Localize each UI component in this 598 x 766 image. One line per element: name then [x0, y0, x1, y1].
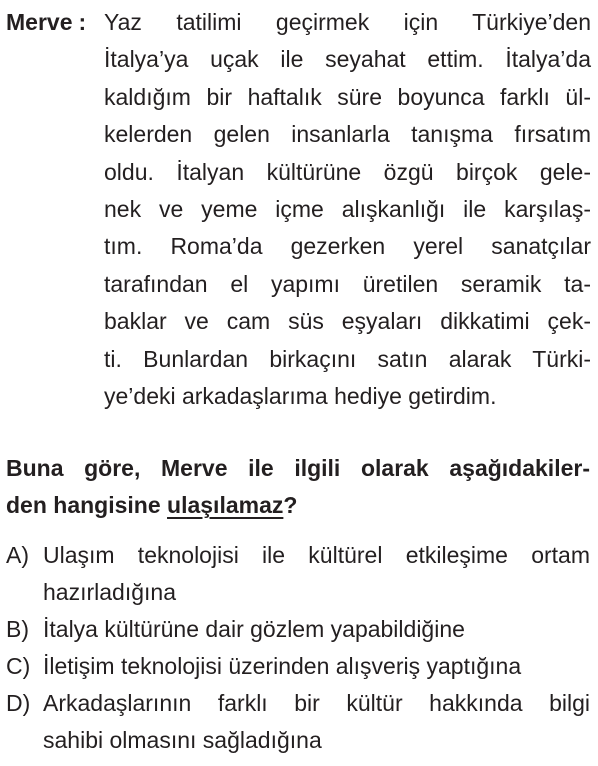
question-line: [6, 487, 590, 524]
option-letter: A): [6, 542, 29, 568]
passage-line: nek ve yeme içme alışkanlığı ile karşılaş-: [104, 195, 591, 222]
option-letter: B): [6, 616, 29, 642]
passage-text: [104, 4, 591, 415]
passage-line: tım. Roma’da gezerken yerel sanatçılar: [104, 233, 591, 260]
passage-line: tarafından el yapımı üretilen seramik ta-: [104, 270, 591, 297]
passage-line: İtalya’ya uçak ile seyahat ettim. İtalya’da: [104, 46, 591, 73]
option-text: İletişim teknolojisi üzerinden alışveriş yaptığına: [43, 653, 522, 679]
passage-line: ye’deki arkadaşlarıma hediye getirdim.: [104, 382, 497, 409]
question-keyword: ulaşılamaz: [167, 492, 284, 518]
question-stem: [6, 450, 590, 524]
option-a[interactable]: [6, 537, 590, 611]
option-b[interactable]: [6, 611, 590, 648]
passage-line: baklar ve cam süs eşyaları dikkatimi çek-: [104, 308, 591, 335]
answer-options: [6, 537, 590, 759]
question-mark: ?: [283, 492, 298, 518]
option-text: İtalya kültürüne dair gözlem yapabildiğine: [43, 616, 465, 642]
passage-line: kelerden gelen insanlarla tanışma fırsatım: [104, 121, 591, 148]
option-text: Arkadaşlarının farklı bir kültür hakkında bilgi: [43, 690, 590, 716]
speaker-label: [6, 4, 86, 41]
question-line: Buna göre, Merve ile ilgili olarak aşağıdakiler-: [6, 455, 590, 481]
option-letter: C): [6, 653, 31, 679]
option-text: sahibi olmasını sağladığına: [43, 727, 322, 753]
option-d[interactable]: [6, 685, 590, 759]
option-letter: D): [6, 690, 31, 716]
passage-line: oldu. İtalyan kültürüne özgü birçok gele-: [104, 158, 591, 185]
option-text: Ulaşım teknolojisi ile kültürel etkileşime ortam: [43, 542, 590, 568]
question-text: den hangisine: [6, 492, 168, 518]
speaker-colon: :: [78, 9, 87, 35]
passage-line: ti. Bunlardan birkaçını satın alarak Türki-: [104, 345, 591, 372]
option-text: hazırladığına: [43, 579, 176, 605]
option-c[interactable]: [6, 648, 590, 685]
speaker-name: Merve: [6, 9, 73, 35]
passage-line: kaldığım bir haftalık süre boyunca farklı ül-: [104, 83, 591, 110]
passage-line: Yaz tatilimi geçirmek için Türkiye’den: [104, 9, 591, 35]
